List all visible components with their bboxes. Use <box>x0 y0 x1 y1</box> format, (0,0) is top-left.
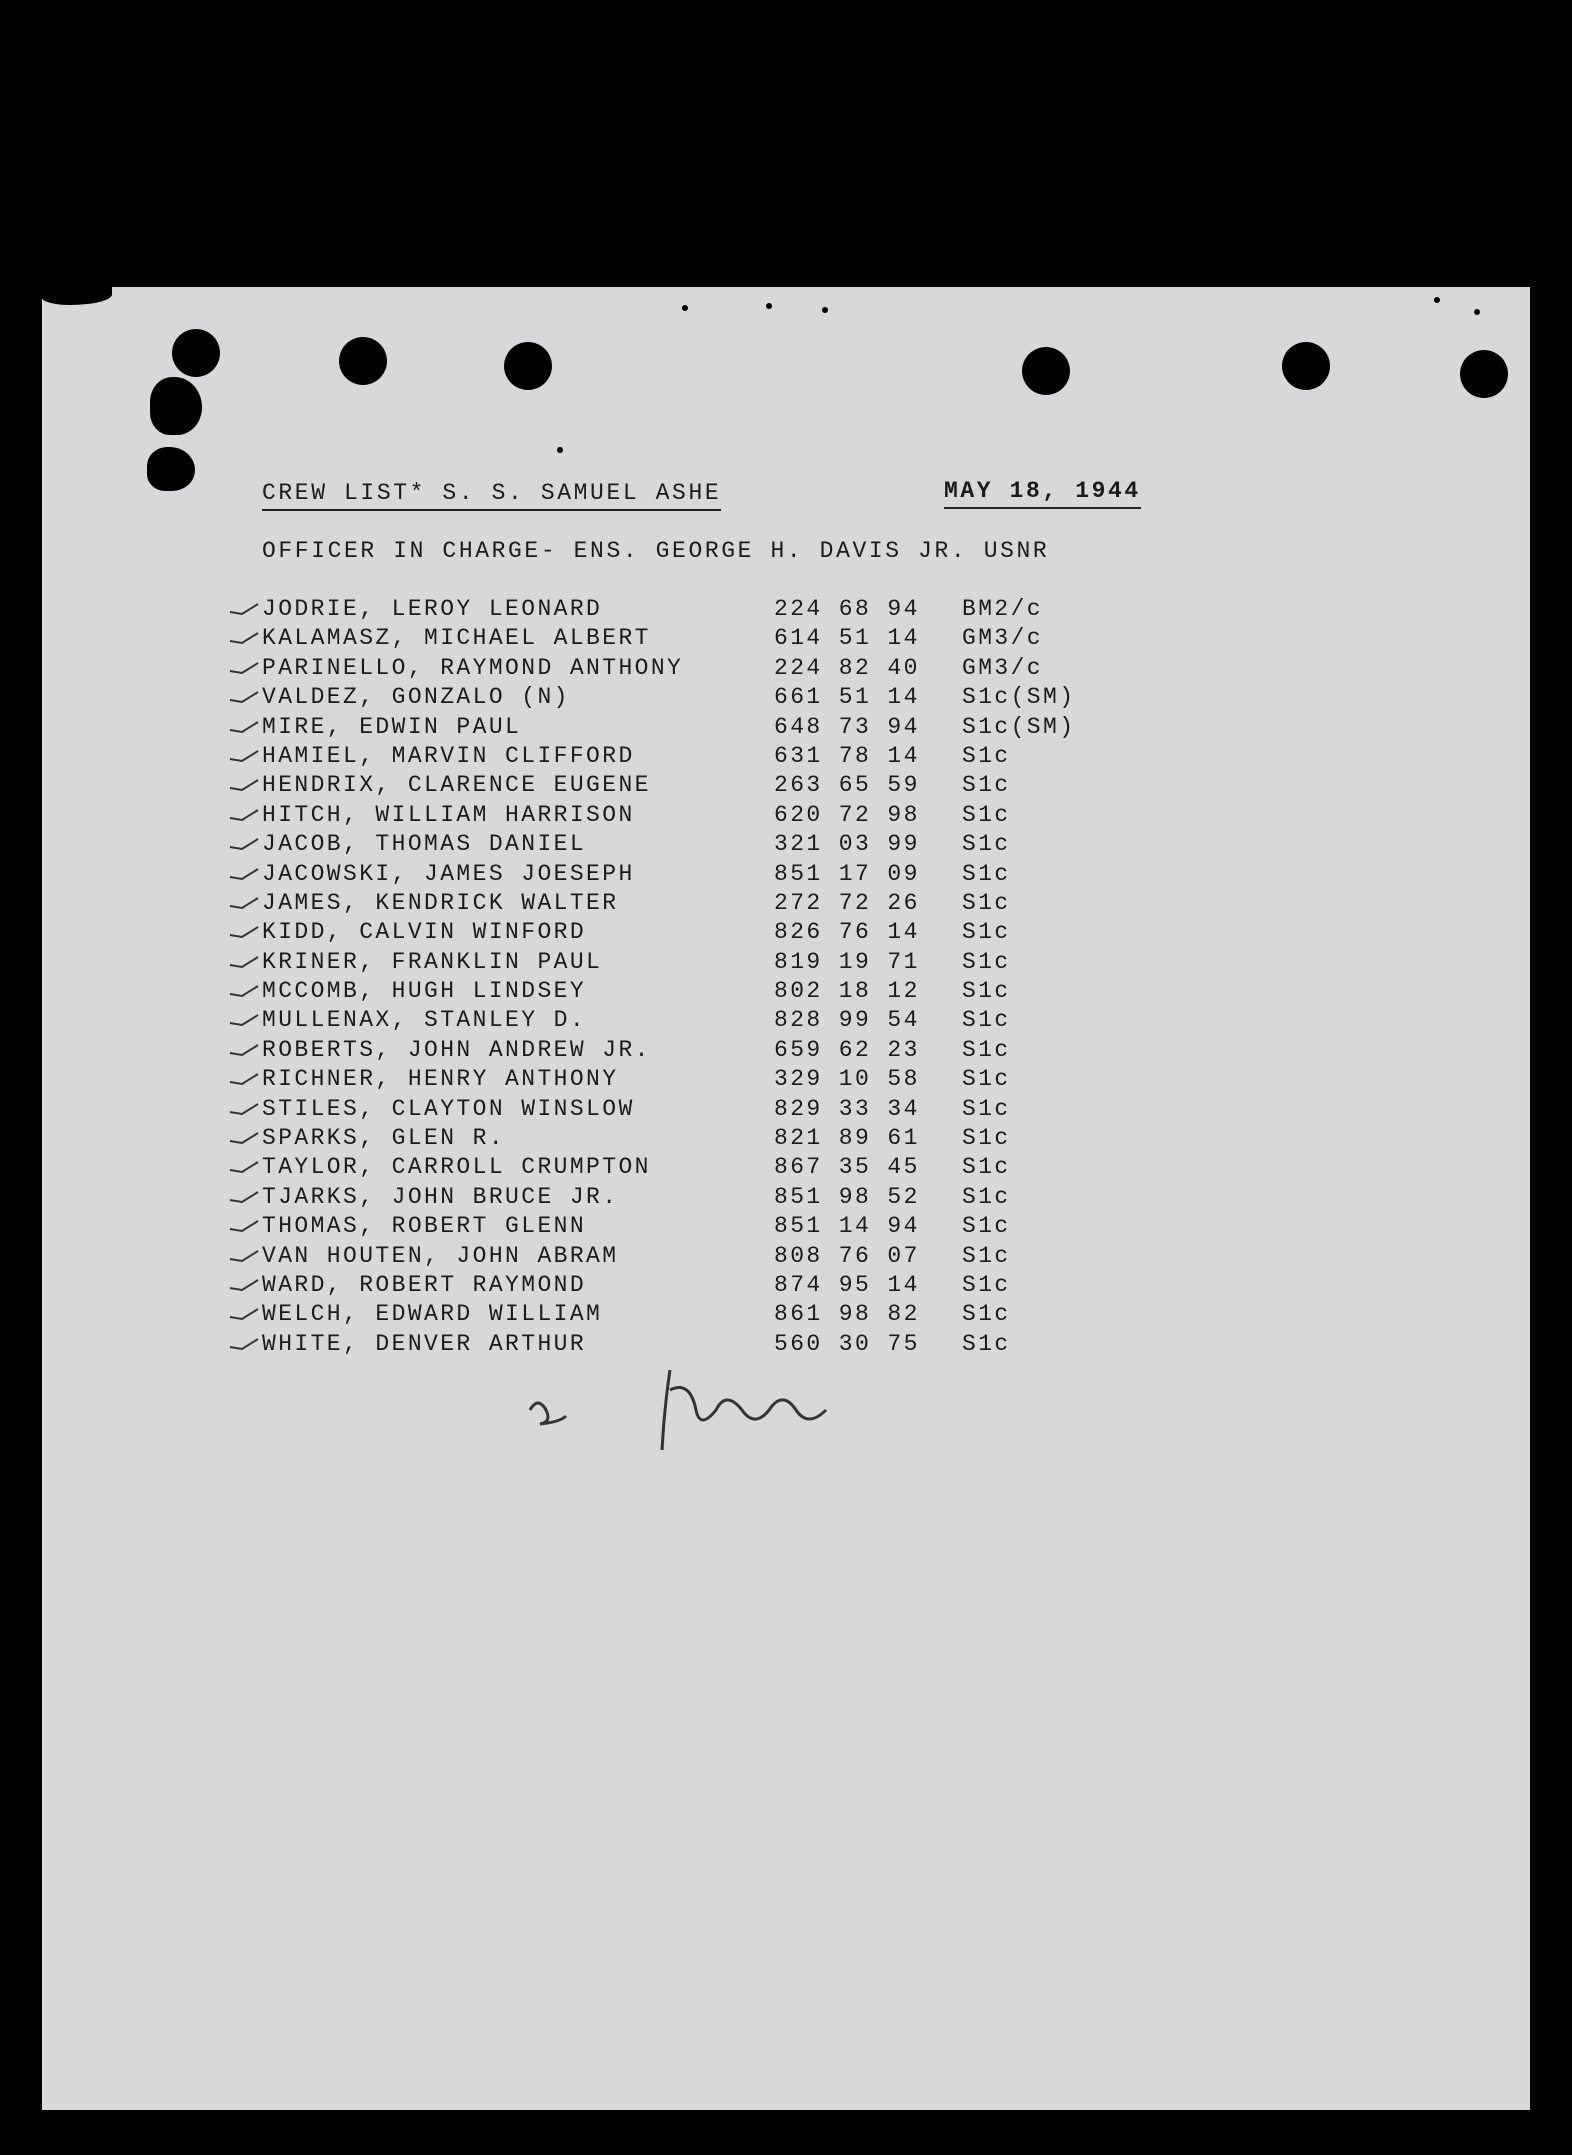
crew-row <box>262 921 1112 950</box>
handwritten-signature <box>520 1360 940 1480</box>
torn-blot <box>150 377 202 435</box>
punch-hole <box>339 337 387 385</box>
crew-row <box>262 833 1112 862</box>
speck <box>822 307 828 313</box>
crew-row <box>262 1303 1112 1332</box>
crew-rating: S1c <box>962 1095 1011 1122</box>
crew-name: WELCH, EDWARD WILLIAM <box>262 1301 603 1328</box>
service-number: 560 30 75 <box>774 1330 920 1357</box>
document-date: MAY 18, 1944 <box>944 480 1141 509</box>
speck <box>766 303 772 309</box>
crew-name: WHITE, DENVER ARTHUR <box>262 1330 587 1357</box>
checkmark-icon <box>228 984 262 998</box>
crew-list-title: CREW LIST* S. S. SAMUEL ASHE <box>262 482 721 511</box>
crew-name: STILES, CLAYTON WINSLOW <box>262 1095 635 1122</box>
checkmark-icon <box>228 808 262 822</box>
crew-row <box>262 598 1112 627</box>
crew-rating: S1c <box>962 1125 1011 1152</box>
crew-rating: S1c <box>962 860 1011 887</box>
crew-name: TJARKS, JOHN BRUCE JR. <box>262 1183 619 1210</box>
crew-row <box>262 1095 1112 1127</box>
crew-rating: S1c <box>962 1213 1011 1240</box>
crew-roster <box>262 598 1112 1362</box>
service-number: 828 99 54 <box>774 1007 920 1034</box>
crew-name: ROBERTS, JOHN ANDREW JR. <box>262 1036 651 1063</box>
service-number: 829 33 34 <box>774 1095 920 1122</box>
crew-name: WARD, ROBERT RAYMOND <box>262 1271 587 1298</box>
crew-row <box>262 654 1112 686</box>
crew-rating: S1c <box>962 772 1011 799</box>
crew-rating: S1c <box>962 1066 1011 1093</box>
service-number: 329 10 58 <box>774 1066 920 1093</box>
crew-name: JACOB, THOMAS DANIEL <box>262 831 587 858</box>
crew-name: HITCH, WILLIAM HARRISON <box>262 801 635 828</box>
checkmark-icon <box>228 720 262 734</box>
service-number: 867 35 45 <box>774 1154 920 1181</box>
torn-blot <box>42 287 112 305</box>
service-number: 631 78 14 <box>774 742 920 769</box>
crew-row <box>262 713 1112 745</box>
checkmark-icon <box>228 955 262 969</box>
crew-name: SPARKS, GLEN R. <box>262 1125 506 1152</box>
crew-rating: S1c <box>962 801 1011 828</box>
checkmark-icon <box>228 1160 262 1174</box>
checkmark-icon <box>228 896 262 910</box>
crew-row <box>262 1156 1112 1185</box>
service-number: 263 65 59 <box>774 772 920 799</box>
crew-rating: S1c <box>962 889 1011 916</box>
checkmark-icon <box>228 1013 262 1027</box>
crew-name: JAMES, KENDRICK WALTER <box>262 889 619 916</box>
crew-rating: S1c <box>962 1183 1011 1210</box>
service-number: 224 68 94 <box>774 596 920 622</box>
crew-rating: S1c <box>962 1154 1011 1181</box>
speck <box>1474 309 1480 315</box>
crew-rating: S1c <box>962 1036 1011 1063</box>
crew-row <box>262 742 1112 774</box>
crew-row <box>262 774 1112 803</box>
crew-rating: S1c <box>962 1301 1011 1328</box>
crew-row <box>262 980 1112 1009</box>
checkmark-icon <box>228 1249 262 1263</box>
checkmark-icon <box>228 1307 262 1321</box>
crew-row <box>262 860 1112 892</box>
checkmark-icon <box>228 631 262 645</box>
crew-rating: S1c <box>962 1007 1011 1034</box>
crew-name: MULLENAX, STANLEY D. <box>262 1007 587 1034</box>
crew-rating: GM3/c <box>962 654 1044 681</box>
crew-row <box>262 1127 1112 1156</box>
punch-hole <box>504 342 552 390</box>
crew-rating: S1c <box>962 978 1011 1005</box>
service-number: 802 18 12 <box>774 978 920 1005</box>
crew-rating: S1c(SM) <box>962 713 1076 740</box>
speck <box>1434 297 1440 303</box>
crew-row <box>262 1068 1112 1097</box>
crew-name: KRINER, FRANKLIN PAUL <box>262 948 603 975</box>
checkmark-icon <box>228 1043 262 1057</box>
crew-row <box>262 948 1112 980</box>
service-number: 321 03 99 <box>774 831 920 858</box>
torn-blot <box>147 447 195 491</box>
crew-rating: S1c(SM) <box>962 684 1076 711</box>
service-number: 272 72 26 <box>774 889 920 916</box>
crew-row <box>262 1330 1112 1362</box>
punch-hole <box>1460 350 1508 398</box>
crew-name: MIRE, EDWIN PAUL <box>262 713 522 740</box>
crew-name: HENDRIX, CLARENCE EUGENE <box>262 772 651 799</box>
crew-name: THOMAS, ROBERT GLENN <box>262 1213 587 1240</box>
service-number: 851 14 94 <box>774 1213 920 1240</box>
crew-row <box>262 1009 1112 1038</box>
crew-row <box>262 1242 1112 1274</box>
checkmark-icon <box>228 1131 262 1145</box>
crew-rating: BM2/c <box>962 596 1044 622</box>
service-number: 614 51 14 <box>774 625 920 652</box>
service-number: 819 19 71 <box>774 948 920 975</box>
crew-name: KALAMASZ, MICHAEL ALBERT <box>262 625 651 652</box>
service-number: 851 17 09 <box>774 860 920 887</box>
checkmark-icon <box>228 1102 262 1116</box>
checkmark-icon <box>228 1190 262 1204</box>
checkmark-icon <box>228 925 262 939</box>
service-number: 826 76 14 <box>774 919 920 946</box>
speck <box>197 342 203 348</box>
crew-name: VALDEZ, GONZALO (N) <box>262 684 570 711</box>
crew-name: MCCOMB, HUGH LINDSEY <box>262 978 587 1005</box>
crew-name: KIDD, CALVIN WINFORD <box>262 919 587 946</box>
punch-hole <box>1282 342 1330 390</box>
crew-row <box>262 801 1112 833</box>
crew-row <box>262 1215 1112 1244</box>
checkmark-icon <box>228 1278 262 1292</box>
service-number: 874 95 14 <box>774 1271 920 1298</box>
service-number: 821 89 61 <box>774 1125 920 1152</box>
checkmark-icon <box>228 1337 262 1351</box>
checkmark-icon <box>228 602 262 616</box>
punch-hole <box>1022 347 1070 395</box>
crew-name: RICHNER, HENRY ANTHONY <box>262 1066 619 1093</box>
service-number: 861 98 82 <box>774 1301 920 1328</box>
checkmark-icon <box>228 749 262 763</box>
crew-rating: S1c <box>962 831 1011 858</box>
service-number: 224 82 40 <box>774 654 920 681</box>
service-number: 661 51 14 <box>774 684 920 711</box>
service-number: 851 98 52 <box>774 1183 920 1210</box>
crew-row <box>262 1271 1112 1303</box>
officer-in-charge: OFFICER IN CHARGE- ENS. GEORGE H. DAVIS JR. USNR <box>262 538 1050 564</box>
crew-rating: S1c <box>962 1242 1011 1269</box>
crew-name: HAMIEL, MARVIN CLIFFORD <box>262 742 635 769</box>
punch-hole <box>172 329 220 377</box>
service-number: 620 72 98 <box>774 801 920 828</box>
crew-rating: S1c <box>962 1330 1011 1357</box>
service-number: 648 73 94 <box>774 713 920 740</box>
service-number: 659 62 23 <box>774 1036 920 1063</box>
crew-row <box>262 686 1112 715</box>
crew-row <box>262 1036 1112 1068</box>
crew-name: VAN HOUTEN, JOHN ABRAM <box>262 1242 619 1269</box>
crew-name: TAYLOR, CARROLL CRUMPTON <box>262 1154 651 1181</box>
checkmark-icon <box>228 837 262 851</box>
crew-row <box>262 889 1112 921</box>
checkmark-icon <box>228 778 262 792</box>
checkmark-icon <box>228 661 262 675</box>
service-number: 808 76 07 <box>774 1242 920 1269</box>
checkmark-icon <box>228 1219 262 1233</box>
crew-name: PARINELLO, RAYMOND ANTHONY <box>262 654 684 681</box>
checkmark-icon <box>228 867 262 881</box>
crew-rating: S1c <box>962 919 1011 946</box>
crew-name: JODRIE, LEROY LEONARD <box>262 596 603 622</box>
crew-rating: S1c <box>962 1271 1011 1298</box>
crew-row <box>262 1183 1112 1215</box>
checkmark-icon <box>228 1072 262 1086</box>
speck <box>557 447 563 453</box>
crew-rating: S1c <box>962 742 1011 769</box>
crew-rating: GM3/c <box>962 625 1044 652</box>
crew-name: JACOWSKI, JAMES JOESEPH <box>262 860 635 887</box>
crew-rating: S1c <box>962 948 1011 975</box>
crew-row <box>262 627 1112 656</box>
checkmark-icon <box>228 690 262 704</box>
speck <box>682 305 688 311</box>
